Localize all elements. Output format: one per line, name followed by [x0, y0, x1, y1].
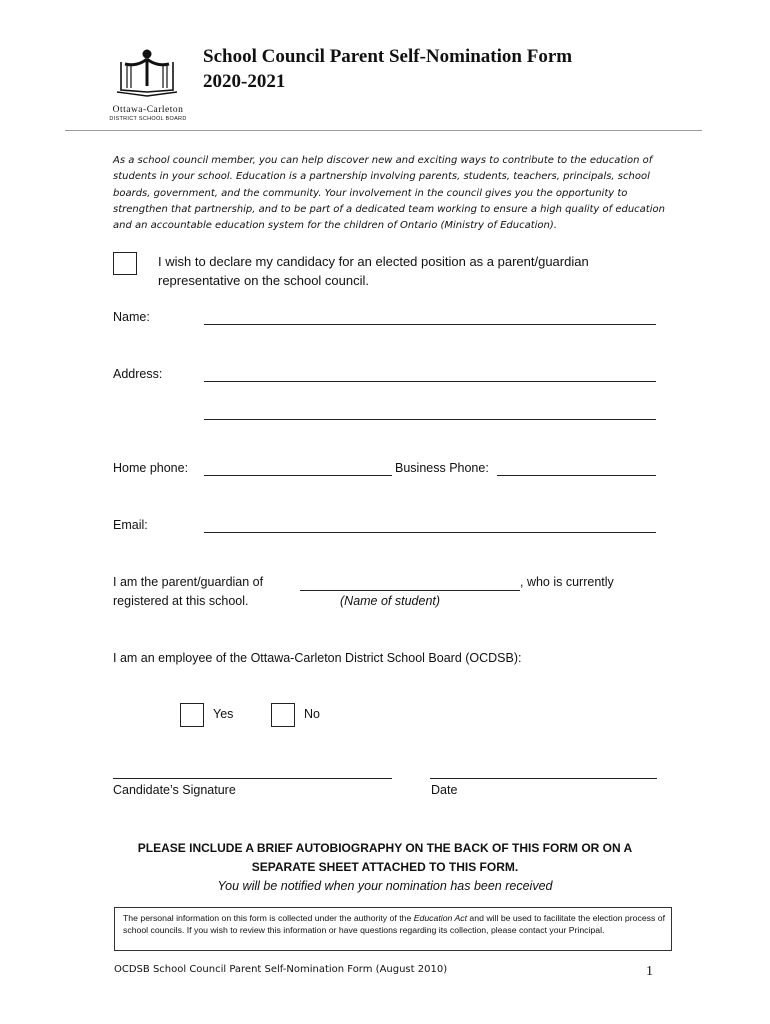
privacy-notice-text — [123, 912, 665, 936]
name-field[interactable] — [204, 324, 656, 325]
parent-suffix: , who is currently — [520, 575, 614, 589]
signature-field[interactable] — [113, 778, 392, 779]
employee-question: I am an employee of the Ottawa-Carleton District School Board (OCDSB): — [113, 651, 522, 665]
form-title — [203, 44, 572, 94]
employee-no-label: No — [304, 707, 320, 721]
privacy-part1: The personal information on this form is collected under the authority of the — [123, 913, 414, 923]
notification-notice: You will be notified when your nomination has been received — [217, 879, 553, 893]
autobiography-line1: PLEASE INCLUDE A BRIEF AUTOBIOGRAPHY ON THE BACK OF THIS FORM OR ON A — [137, 841, 633, 855]
business-phone-label: Business Phone: — [395, 461, 489, 475]
autobiography-instructions — [100, 839, 670, 896]
signature-label: Candidate’s Signature — [113, 783, 236, 797]
candidacy-line2: representative on the school council. — [158, 272, 370, 288]
address-field-line1[interactable] — [204, 381, 656, 382]
business-phone-field[interactable] — [497, 475, 656, 476]
page-number: 1 — [646, 964, 653, 979]
privacy-part2: and will be used to facilitate the election process of school councils. If you wish to review this information or have questions regarding its collection, please contact your Principal. — [123, 913, 666, 935]
student-name-hint: (Name of student) — [340, 594, 441, 608]
email-label: Email: — [113, 518, 148, 532]
candidacy-line1: I wish to declare my candidacy for an elected position as a parent/guardian — [158, 254, 589, 269]
email-field[interactable] — [204, 532, 656, 533]
address-label: Address: — [113, 367, 163, 381]
candidacy-checkbox[interactable] — [113, 252, 137, 275]
employee-yes-label: Yes — [213, 707, 234, 721]
ocdsb-logo — [103, 46, 193, 122]
education-act-reference: Education Act — [413, 913, 468, 923]
parent-line2: registered at this school. — [113, 594, 249, 608]
autobiography-line2: SEPARATE SHEET ATTACHED TO THIS FORM. — [251, 860, 519, 874]
form-title-line1: School Council Parent Self-Nomination Form — [203, 46, 573, 67]
parent-prefix: I am the parent/guardian of — [113, 575, 264, 589]
logo-text-line2: DISTRICT SCHOOL BOARD — [109, 116, 187, 122]
intro-paragraph: As a school council member, you can help discover new and exciting ways to contribute to the education of students in your school. Education is a partnership involving parents, students, teachers, principals, school boards, government, and the community. Your involvement in the council gives you the opportunity to strengthen that partnership, and to be part of a dedicated team working to ensure a high quality of education and an accountable education system for the children of Ontario (Ministry of Education). — [113, 155, 665, 232]
student-name-field[interactable] — [300, 590, 520, 591]
employee-no-checkbox[interactable] — [271, 703, 295, 727]
home-phone-field[interactable] — [204, 475, 392, 476]
date-field[interactable] — [430, 778, 657, 779]
home-phone-label: Home phone: — [113, 461, 189, 475]
privacy-notice-box — [114, 907, 672, 951]
address-field-line2[interactable] — [204, 419, 656, 420]
employee-yes-checkbox[interactable] — [180, 703, 204, 727]
logo-icon — [103, 46, 193, 98]
footer-text: OCDSB School Council Parent Self-Nomination Form (August 2010) — [114, 964, 448, 975]
date-label: Date — [431, 783, 458, 797]
header-divider — [65, 130, 702, 131]
name-label: Name: — [113, 310, 150, 324]
form-title-year: 2020-2021 — [203, 71, 286, 92]
logo-text-line1: Ottawa-Carleton — [112, 105, 184, 115]
candidacy-statement — [158, 253, 589, 290]
